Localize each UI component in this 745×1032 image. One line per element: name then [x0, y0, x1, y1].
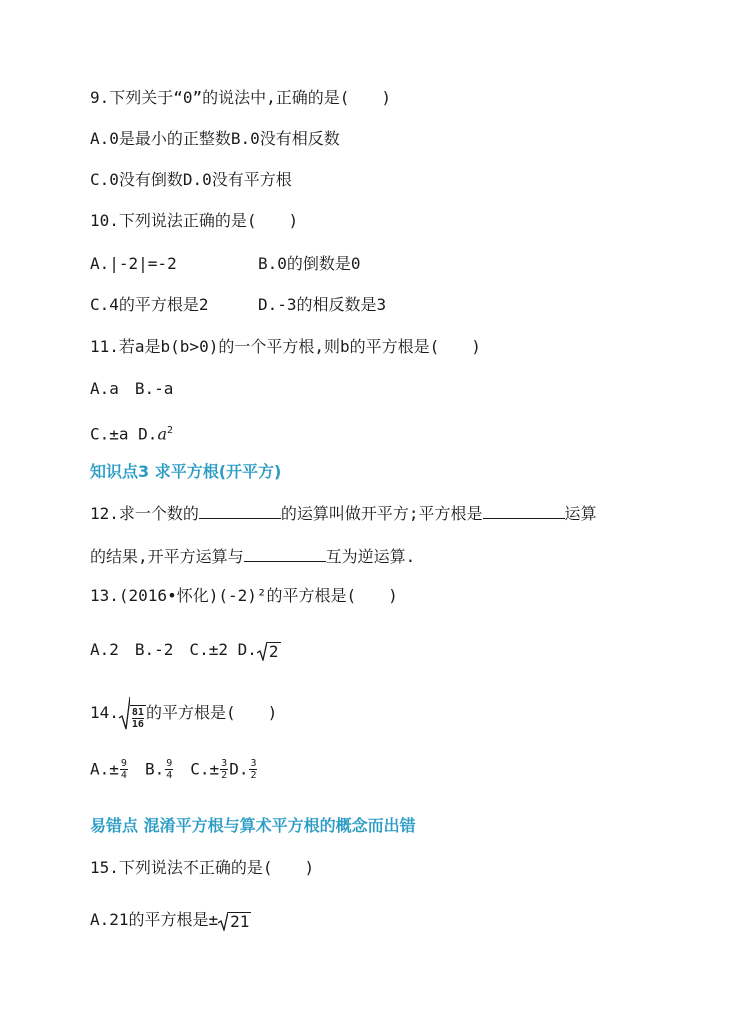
sqrt-21-radicand: 21: [230, 911, 250, 931]
q12-text-3: 运算: [564, 504, 597, 523]
q12-text-1: 12.求一个数的: [90, 504, 199, 523]
line-q10-stem: 10.下列说法正确的是( ): [90, 211, 299, 230]
section-heading-error-point: 易错点 混淆平方根与算术平方根的概念而出错: [90, 816, 416, 835]
line-q9-options-ab: A.0是最小的正整数B.0没有相反数: [90, 129, 340, 148]
line-q12-part2: [90, 545, 415, 568]
option-c: C.4的平方根是2: [90, 295, 209, 314]
section-heading-knowledge-3: 知识点3 求平方根(开平方): [90, 462, 282, 481]
line-q13-stem: 13.(2016•怀化)(-2)²的平方根是( ): [90, 586, 398, 605]
line-q12-part1: [90, 502, 597, 525]
line-q15-stem: 15.下列说法不正确的是( ): [90, 858, 315, 877]
answer-blank-2[interactable]: [483, 502, 565, 519]
answer-blank-3[interactable]: [244, 545, 326, 562]
option-d-exponent: 2: [166, 425, 174, 436]
q14-text: 的平方根是( ): [145, 703, 278, 722]
line-q11-stem: 11.若a是b(b>0)的一个平方根,则b的平方根是( ): [90, 337, 481, 356]
q12-text-2: 的运算叫做开平方;平方根是: [280, 504, 483, 523]
answer-blank-1[interactable]: [199, 502, 281, 519]
option-d-base: a: [157, 424, 167, 444]
line-q15-option-a: [90, 909, 251, 931]
q12-text-5: 互为逆运算.: [325, 547, 416, 566]
radicand-denominator: 16: [131, 719, 144, 730]
option-b-prefix: B.: [128, 759, 165, 779]
line-q14-options: [90, 758, 258, 790]
sqrt-2-radicand: 2: [268, 641, 279, 661]
fraction-a: $\frac{9}{4}$: [120, 758, 127, 781]
sqrt-2: [257, 641, 281, 661]
option-d: D.-3的相反数是3: [258, 295, 387, 314]
line-q10-options-ab: [90, 253, 361, 275]
q15-option-a-text: A.21的平方根是±: [90, 910, 219, 929]
line-q9-options-cd: C.0没有倒数D.0没有平方根: [90, 170, 292, 189]
option-a-prefix: A.±: [90, 759, 119, 779]
option-b: B.0的倒数是0: [258, 254, 361, 273]
options-c-d: C.±a D.: [90, 424, 158, 444]
option-d-prefix: D.: [229, 759, 249, 779]
sqrt-fraction-81-16: [119, 696, 146, 730]
option-a: A.|-2|=-2: [90, 254, 177, 273]
line-q11-options-ab: A.a B.-a: [90, 379, 174, 398]
q13-options-text: A.2 B.-2 C.±2 D.: [90, 640, 257, 659]
line-q9-stem: 9.下列关于“0”的说法中,正确的是( ): [90, 88, 392, 107]
fraction-c: $\frac{3}{2}$: [221, 758, 228, 781]
line-q13-options: [90, 639, 281, 661]
option-c-prefix: C.±: [174, 759, 220, 779]
line-q10-options-cd: [90, 294, 386, 316]
q14-number: 14.: [90, 703, 119, 722]
radicand-numerator: 81: [131, 707, 144, 718]
line-q14-stem: [90, 696, 277, 732]
sqrt-21: [218, 911, 251, 931]
fraction-b: $\frac{9}{4}$: [166, 758, 173, 781]
fraction-d: $\frac{3}{2}$: [250, 758, 257, 781]
q12-text-4: 的结果,开平方运算与: [90, 547, 244, 566]
line-q11-options-cd: [90, 420, 173, 445]
